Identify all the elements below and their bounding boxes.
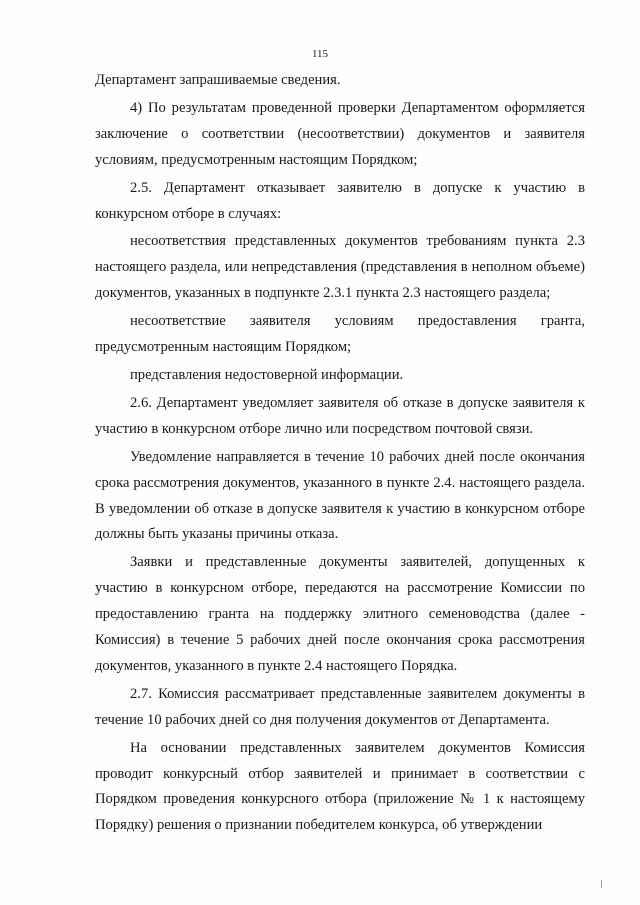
paragraph-3: 2.5. Департамент отказывает заявителю в допуске к участию в конкурсном отборе в случаях: — [95, 179, 585, 222]
paragraph-2: 4) По результатам проведенной проверки Департаментом оформляется заключение о соответствии (несоответствии) документов и заявителя условиям, предусмотренным настоящим Порядком; — [95, 99, 585, 168]
paragraph-11: На основании представленных заявителем документов Комиссия проводит конкурсный отбор заявителей и принимает в соответствии с Порядком проведения конкурсного отбора (приложение № 1 к настоящему Порядку) решения о признании победителем конкурса, об утверждении — [95, 739, 585, 834]
paragraph-5: несоответствие заявителя условиям предоставления гранта, предусмотренным настоящим Порядком; — [95, 313, 585, 356]
paragraph-8: Уведомление направляется в течение 10 рабочих дней после окончания срока рассмотрения документов, указанного в пункте 2.4. настоящего раздела. В уведомлении об отказе в допуске заявителя к участию в конкурсном отборе должны быть указаны причины отказа. — [95, 448, 585, 543]
paragraph-10: 2.7. Комиссия рассматривает представленные заявителем документы в течение 10 рабочих дней со дня получения документов от Департамента. — [95, 685, 585, 728]
paragraph-1: Департамент запрашиваемые сведения. — [95, 72, 341, 88]
paragraph-7: 2.6. Департамент уведомляет заявителя об отказе в допуске заявителя к участию в конкурсном отборе лично или посредством почтовой связи. — [95, 394, 585, 437]
paragraph-4: несоответствия представленных документов требованиям пункта 2.3 настоящего раздела, или непредставления (представления в неполном объеме) документов, указанных в подпункте 2.3.1 пункта 2.3 настоящего раздела; — [95, 233, 585, 302]
scan-mark — [601, 880, 602, 888]
paragraph-9: Заявки и представленные документы заявителей, допущенных к участию в конкурсном отборе, передаются на рассмотрение Комиссии по предоставлению гранта на поддержку элитного семеноводства (далее - Комиссия) в течение 5 рабочих дней после окончания срока рассмотрения документов, указанного в пункте 2.4 настоящего Порядка. — [95, 554, 585, 674]
page-number: 115 — [311, 48, 329, 60]
document-body — [95, 68, 585, 839]
paragraph-6: представления недостоверной информации. — [130, 366, 404, 383]
